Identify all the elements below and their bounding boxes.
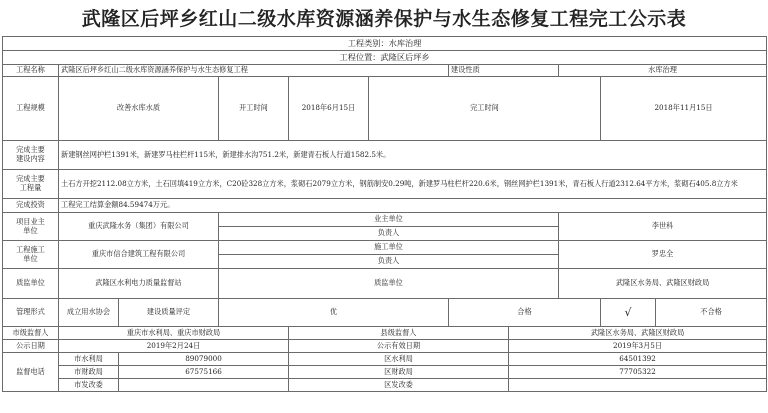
eval-label: 建设质量评定: [119, 299, 219, 327]
category-row: [3, 37, 767, 51]
phone-label: 监督电话: [3, 353, 59, 392]
scale-value: 改善水库水质: [59, 77, 219, 141]
city-org: 市发改委: [59, 379, 119, 392]
investment-row: [3, 199, 767, 213]
owner-company: 重庆武隆水务（集团）有限公司: [59, 213, 219, 241]
project-name-value: 武隆区后坪乡红山二级水库资源涵养保护与水生态修复工程: [59, 65, 449, 77]
main-content-value: 新建钢丝网护栏1391米，新建罗马柱栏杆115米，新建排水沟751.2米，新建青石板人行道1582.5米。: [59, 141, 767, 170]
city-supervisor-label: 市级监督人: [3, 327, 59, 340]
management-row: [3, 299, 767, 327]
main-content-label: 完成主要 建设内容: [3, 141, 59, 170]
dates-row: [3, 340, 767, 353]
eval-qualified: 合格: [449, 299, 601, 327]
page-title: 武隆区后坪乡红山二级水库资源涵养保护与水生态修复工程完工公示表: [81, 7, 687, 30]
quality-label: 质监单位: [3, 269, 59, 299]
contractor-company: 重庆市信合建筑工程有限公司: [59, 241, 219, 269]
district-phone: 77705322: [509, 366, 767, 379]
disclosure-table: [2, 36, 767, 392]
investment-label: 完成投资: [3, 199, 59, 213]
phone-row: [3, 353, 767, 366]
owner-role-head: 负责人: [219, 227, 559, 241]
owner-person: 李世科: [559, 213, 767, 241]
finish-value: 2018年11月15日: [601, 77, 767, 141]
publish-date-value: 2019年2月24日: [59, 340, 289, 353]
district-org: 区财政局: [289, 366, 509, 379]
city-phone: [119, 379, 289, 392]
city-phone: 67575166: [119, 366, 289, 379]
owner-row-1: [3, 213, 767, 227]
scale-row: [3, 77, 767, 141]
valid-date-value: 2019年3月5日: [509, 340, 767, 353]
project-location: 工程位置：武隆区后坪乡: [3, 51, 767, 65]
content-row: [3, 141, 767, 170]
management-label: 管理形式: [3, 299, 59, 327]
location-row: [3, 51, 767, 65]
county-supervisor-value: 武隆区水务局、武隆区财政局: [509, 327, 767, 340]
contractor-person: 罗忠全: [559, 241, 767, 269]
finish-label: 完工时间: [369, 77, 601, 141]
project-category: 工程类别：水库治理: [3, 37, 767, 51]
phone-row: [3, 366, 767, 379]
quality-row: [3, 269, 767, 299]
eval-unqualified: 不合格: [656, 299, 767, 327]
check-mark-icon: [601, 299, 656, 327]
publish-date-label: 公示日期: [3, 340, 59, 353]
investment-value: 工程完工结算金额84.59474万元。: [59, 199, 767, 213]
city-phone: 89079000: [119, 353, 289, 366]
contractor-role-head: 负责人: [219, 255, 559, 269]
contractor-row-1: [3, 241, 767, 255]
phone-row: [3, 379, 767, 392]
quantities-row: [3, 170, 767, 199]
owner-label: 项目业主 单位: [3, 213, 59, 241]
project-name-row: [3, 65, 767, 77]
district-org: 区发改委: [289, 379, 509, 392]
quality-person: 武隆区水务局、武隆区财政局: [559, 269, 767, 299]
owner-role-unit: 业主单位: [219, 213, 559, 227]
nature-value: 水库治理: [559, 65, 767, 77]
eval-excellent: 优: [219, 299, 449, 327]
valid-date-label: 公示有效日期: [289, 340, 509, 353]
county-supervisor-label: 县级监督人: [289, 327, 509, 340]
city-supervisor-value: 重庆市水利局、重庆市财政局: [59, 327, 289, 340]
management-form: 成立用水协会: [59, 299, 119, 327]
supervisor-row: [3, 327, 767, 340]
city-org: 市财政局: [59, 366, 119, 379]
quality-role: 质监单位: [219, 269, 559, 299]
district-phone: 64501392: [509, 353, 767, 366]
district-phone: [509, 379, 767, 392]
start-label: 开工时间: [219, 77, 289, 141]
quality-value: 武隆区水利电力质量监督站: [59, 269, 219, 299]
contractor-role-unit: 施工单位: [219, 241, 559, 255]
check-mark: √: [624, 305, 632, 319]
start-value: 2018年6月15日: [289, 77, 369, 141]
district-org: 区水利局: [289, 353, 509, 366]
project-name-label: 工程名称: [3, 65, 59, 77]
nature-label: 建设性质: [449, 65, 559, 77]
city-org: 市水利局: [59, 353, 119, 366]
scale-label: 工程规模: [3, 77, 59, 141]
quantities-label: 完成主要 工程量: [3, 170, 59, 199]
quantities-value: 土石方开挖2112.08立方米，土石回填419立方米，C20砼328立方米，浆砌石2079立方米，钢筋制安0.29吨，新建罗马柱栏杆220.6米，钢丝网护栏1391米，青石板人行道2312.64平方米，浆砌石405.8立方米: [59, 170, 767, 199]
contractor-label: 工程施工 单位: [3, 241, 59, 269]
